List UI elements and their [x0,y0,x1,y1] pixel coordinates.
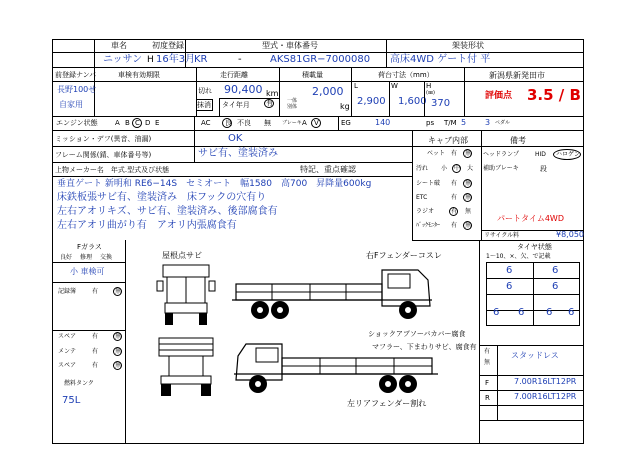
tire-rr-outer: 6 [552,281,559,292]
mileage-label: 走行距離 [220,71,248,79]
condition-line-1: 垂直ゲート 新明和 RE6−14S セミオート 幅1580 高700 昇降量600kg [57,179,372,189]
engine-grade-e: E [155,119,160,127]
front-size-label: F [485,379,490,387]
meter-single: 一体 [287,98,298,104]
seat-label: シート破 [416,180,441,187]
pedal-label: ペダル [495,120,511,126]
radio-none: 無 [465,208,472,215]
radio-has: 有 [451,208,458,215]
note-rf-fender: 右Fフェンダーコスレ [366,251,442,260]
spare-none: 無 [115,333,122,340]
hid-label: HID [535,151,546,158]
other-label: スペア [58,362,77,369]
tire-title: タイヤ状態 [517,243,552,251]
record-none: 無 [115,288,122,295]
studless-none: 無 [484,359,491,366]
rear-size-label: R [485,394,490,402]
aux-brake-label: 補助ブレーキ [483,165,519,172]
remarks-title: 備考 [510,136,526,145]
maker-value: ニッサン [103,54,143,65]
maint-label: メンテ [58,348,77,355]
glass-inspection: 小 車検可 [70,267,105,276]
condition-line-3: 左右アオリキズ、サビ有、塗装済み、後部腐食有 [57,206,278,217]
camera-none: 無 [465,222,472,229]
meter-note: タイ年月 [222,101,250,109]
ac-ok: 良 [225,119,232,127]
model-code: KR [194,54,208,65]
ps-value: 140 [375,118,391,127]
engine-grade-b: B [125,119,130,127]
eg-label: EG [341,119,351,127]
seat-has: 有 [451,180,458,187]
tire-rr-inner: 6 [568,307,575,318]
registration-label: 初度登録 [152,41,184,50]
dirt-small: 小 [441,165,448,172]
seat-none: 無 [465,180,472,187]
ac-label: AC [201,119,211,127]
tm-speeds: 5 [461,118,467,127]
bed-has: 有 [451,150,458,157]
camera-label: ﾊﾞｯｸﾓﾆﾀｰ [416,222,441,229]
inspection-label: 車検有効期限 [118,71,160,79]
dim-unit: (㎜) [426,90,435,96]
spare-has: 有 [92,333,99,340]
mission-label: ミッション・デフ(異音、油漏) [55,135,152,143]
tire-rl-outer: 6 [506,281,513,292]
radio-label: ラジオ [416,208,435,215]
note-shock: ショックアブソーバカバー腐食 [368,330,466,338]
headlamp-label: ヘッドランプ [483,151,520,158]
truck-left-side [232,338,442,398]
cab-title: キャブ内部 [428,136,468,145]
note-roof: 屋根点サビ [162,251,202,260]
brake-label: ブレーキ [282,120,302,126]
venue: 新潟県新発田市 [489,71,545,80]
etc-has: 有 [451,194,458,201]
capacity-label: 積載量 [302,71,323,79]
glass-replace: 交換 [100,254,113,261]
brake-a: A [302,119,307,127]
aux-brake-value: 段 [540,165,547,173]
inspection-erased: 抹消 [197,101,211,109]
model-label: 型式・車体番号 [262,41,318,50]
other-has: 有 [92,362,99,369]
body-shape-value: 高床4WD ゲート付 平 [390,54,491,65]
truck-rear-view [155,336,217,398]
maint-has: 有 [92,348,99,355]
tank-value: 75L [62,395,81,406]
inspection-expired: 切れ [198,87,212,95]
odometer-value: 90,400 [224,83,263,96]
bed-label: ベット [427,150,446,157]
glass-good: 良好 [60,254,73,261]
tire-fl: 6 [506,265,513,276]
parttime-4wd: パートタイム4WD [497,214,564,223]
halogen-label: ハロゲン [556,151,580,158]
plate-region: 長野100せ [57,85,97,94]
truck-right-side [232,262,442,324]
engine-grade-a: A [115,119,120,127]
glass-title: Fガラス [77,243,102,251]
tank-label: 燃料タンク [64,380,94,387]
plate-use: 自家用 [59,100,83,109]
body-shape-label: 架装形状 [452,41,484,50]
brake-v: V [314,119,319,127]
registration-value: 16年3月 [156,54,196,65]
tire-rr-2: 6 [546,307,553,318]
studless-label: スタッドレス [511,351,559,360]
ac-none: 無 [264,119,271,127]
pedal-num: 3 [485,118,491,127]
dirt-large: 大 [467,165,474,172]
dirt-mid: 中 [454,165,461,172]
engine-grade-c: C [135,119,140,127]
era-value: H [147,55,154,65]
dim-width: 1,600 [398,96,427,107]
note-muffler: マフラー、下まわりサビ、腐食有 [372,343,477,351]
score-label: 評価点 [485,91,513,101]
dim-w-label: W [391,82,398,90]
rear-tire-size: 7.00R16LT12PR [514,392,577,401]
plate-label: 前登録ナンバ [55,71,97,79]
dims-label: 荷台寸法（mm） [378,71,434,79]
recycle-value: ¥8,050 [556,230,584,239]
maker-label: 車名 [111,41,127,50]
meter-check: 有 [266,99,273,107]
chassis-number: AKS81GR−7000080 [270,54,371,65]
body-maker-label: 上物メーカー名 年式.型式及び状態 [55,166,170,174]
etc-none: 無 [465,194,472,201]
capacity-unit: kg [340,102,350,111]
tire-hint: 1〜10、×、欠、で記載 [486,253,551,260]
other-none: 無 [115,362,122,369]
notes-label: 特記、重点確認 [300,165,356,174]
odometer-unit: km [266,89,279,98]
meter-separate: 別体 [287,104,298,110]
engine-grade-d: D [145,119,151,127]
etc-label: ETC [416,194,428,201]
engine-label: エンジン状態 [56,119,98,127]
dim-height: 370 [431,98,451,109]
dim-length: 2,900 [357,96,386,107]
tire-rl-inner: 6 [493,307,500,318]
record-label: 記録簿 [58,288,77,295]
note-lr-fender: 左リアフェンダー割れ [347,399,427,408]
tire-rl-2: 6 [518,307,525,318]
recycle-label: リサイクル料 [484,232,520,239]
tire-fr: 6 [552,265,559,276]
frame-value: サビ有、塗装済み [198,148,278,159]
glass-repair: 修理 [80,254,93,261]
capacity-value: 2,000 [312,85,344,98]
model-dash: - [238,54,242,65]
dirt-label: 汚れ [416,165,429,172]
studless-has: 有 [484,348,491,355]
bed-none: 無 [465,150,472,157]
condition-line-4: 左右アオリ曲がり有 アオリ内張腐食有 [57,220,237,231]
ac-ng: 不良 [237,119,251,127]
frame-label: フレーム関係(錆、車体番号等) [55,151,152,159]
mission-value: OK [228,133,243,144]
dim-h-label: H [426,82,432,90]
maint-none: 無 [115,348,122,355]
condition-line-2: 床鉄板張サビ有、塗装済み 床フックの穴有り [57,192,267,203]
truck-front-view [155,263,217,327]
ps-unit: ps [426,119,435,127]
camera-has: 有 [451,222,458,229]
tm-label: T/M [444,119,457,127]
record-has: 有 [92,288,99,295]
spare-label: スペア [58,333,77,340]
dim-l-label: L [354,82,358,90]
score-value: 3.5 / B [527,86,581,104]
front-tire-size: 7.00R16LT12PR [514,377,577,386]
